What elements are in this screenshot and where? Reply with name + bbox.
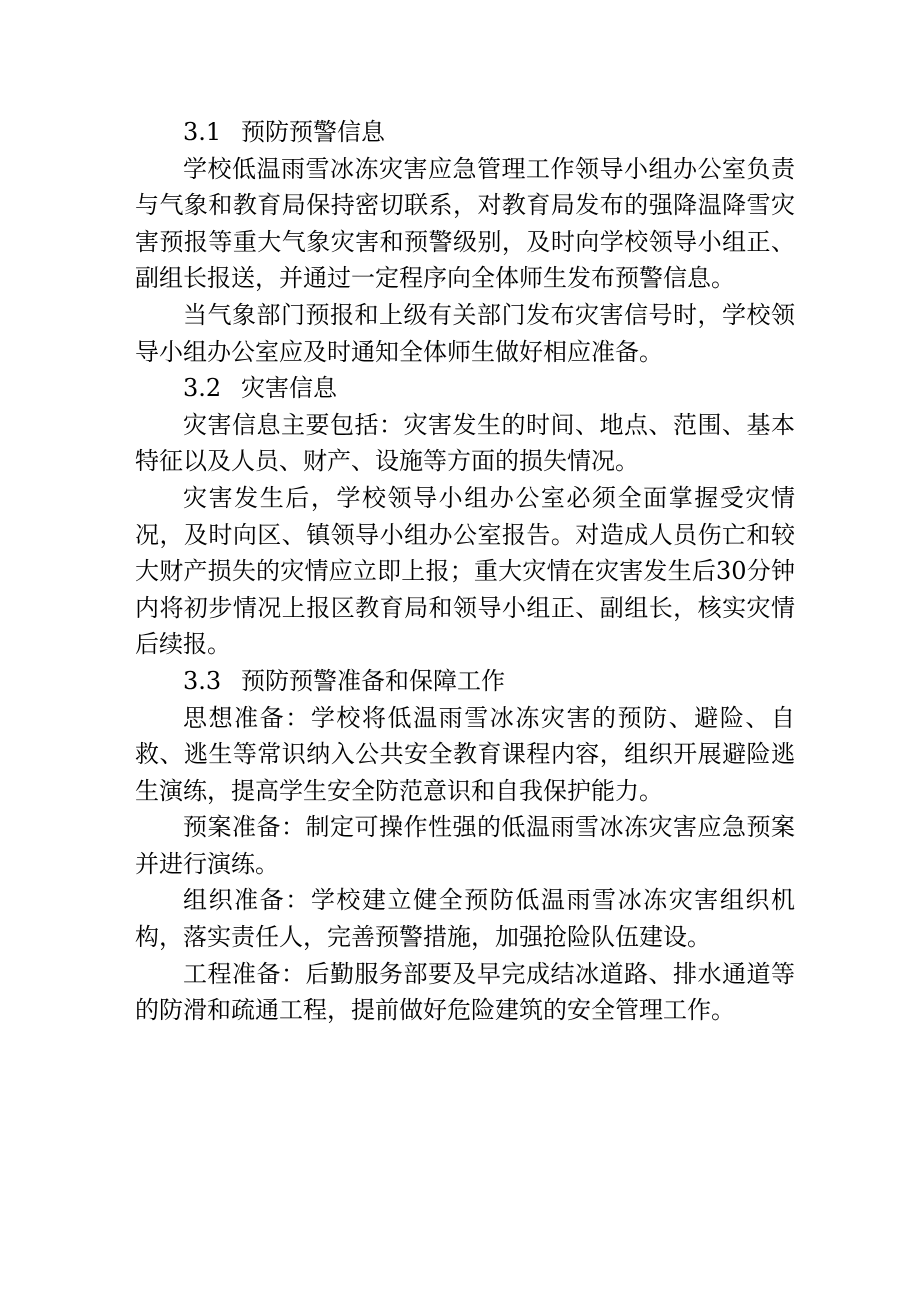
paragraph: 思想准备：学校将低温雨雪冰冻灾害的预防、避险、自救、逃生等常识纳入公共安全教育课程内容，组织开展避险逃生演练，提高学生安全防范意识和自我保护能力。	[135, 703, 795, 805]
section-title: 预防预警准备和保障工作	[241, 666, 505, 695]
paragraph: 工程准备：后勤服务部要及早完成结冰道路、排水通道等的防滑和疏通工程，提前做好危险建筑的安全管理工作。	[135, 959, 795, 1025]
paragraph: 学校低温雨雪冰冻灾害应急管理工作领导小组办公室负责与气象和教育局保持密切联系，对教育局发布的强降温降雪灾害预报等重大气象灾害和预警级别，及时向学校领导小组正、副组长报送，并通过一定程序向全体师生发布预警信息。	[135, 154, 795, 293]
section-heading-3-1	[135, 114, 795, 151]
section-number: 3.3	[183, 666, 222, 695]
section-heading-3-2	[135, 370, 795, 407]
paragraph: 灾害发生后，学校领导小组办公室必须全面掌握受灾情况，及时向区、镇领导小组办公室报告。对造成人员伤亡和较大财产损失的灾情应立即上报；重大灾情在灾害发生后30分钟内将初步情况上报区教育局和领导小组正、副组长，核实灾情后续报。	[135, 483, 795, 659]
paragraph: 当气象部门预报和上级有关部门发布灾害信号时，学校领导小组办公室应及时通知全体师生做好相应准备。	[135, 300, 795, 366]
section-number: 3.2	[183, 374, 222, 403]
section-title: 预防预警信息	[241, 118, 385, 146]
paragraph: 灾害信息主要包括：灾害发生的时间、地点、范围、基本特征以及人员、财产、设施等方面的损失情况。	[135, 410, 795, 476]
document-body	[135, 114, 795, 1029]
paragraph: 预案准备：制定可操作性强的低温雨雪冰冻灾害应急预案并进行演练。	[135, 813, 795, 878]
paragraph: 组织准备：学校建立健全预防低温雨雪冰冻灾害组织机构，落实责任人，完善预警措施，加强抢险队伍建设。	[135, 886, 795, 952]
section-number: 3.1	[183, 118, 222, 146]
section-heading-3-3	[135, 663, 795, 700]
section-title: 灾害信息	[241, 374, 337, 403]
